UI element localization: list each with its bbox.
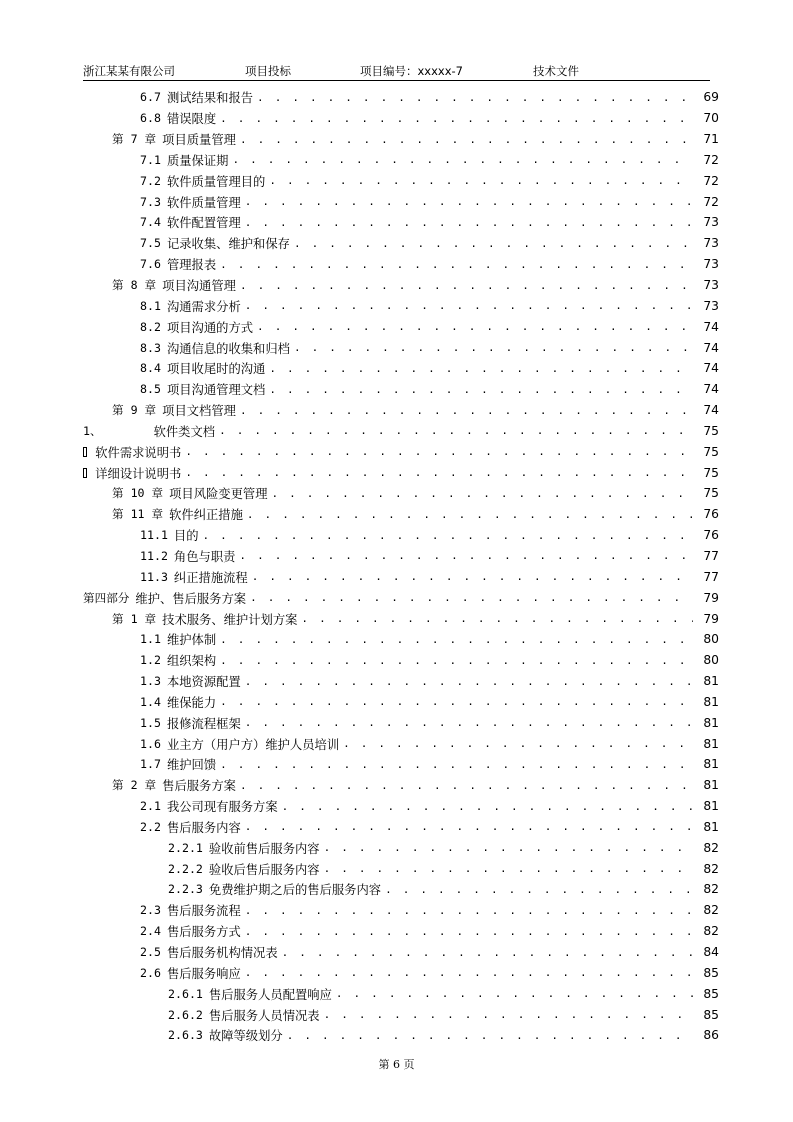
- toc-entry-number: 第 1 章: [112, 611, 157, 626]
- toc-entry-number: 6.8: [140, 111, 161, 126]
- dot-leader: [282, 946, 693, 959]
- toc-entry[interactable]: [83, 337, 719, 358]
- toc-entry-page: 69: [703, 90, 719, 105]
- toc-entry[interactable]: [83, 921, 719, 942]
- toc-entry-title: 软件质量管理目的: [166, 174, 266, 189]
- toc-entry[interactable]: [83, 191, 719, 212]
- dot-leader: [220, 758, 693, 771]
- toc-entry[interactable]: [83, 754, 719, 775]
- toc-entry-title: 项目质量管理: [162, 133, 236, 148]
- dot-leader: [245, 675, 693, 688]
- toc-entry-page: 73: [703, 298, 719, 313]
- toc-entry-page: 82: [703, 924, 719, 939]
- toc-entry-page: 75: [703, 423, 719, 438]
- toc-entry-title: 管理报表: [166, 258, 217, 273]
- dot-leader: [324, 841, 693, 854]
- dot-leader: [294, 341, 693, 354]
- toc-entry-title: 记录收集、维护和保存: [166, 237, 290, 252]
- toc-entry-page: 81: [703, 736, 719, 751]
- dot-leader: [245, 216, 693, 229]
- toc-entry-title: 维护、售后服务方案: [135, 591, 247, 606]
- toc-entry-title: 验收前售后服务内容: [208, 841, 320, 856]
- dot-leader: [287, 1029, 693, 1042]
- dot-leader: [219, 424, 693, 437]
- toc-entry-page: 75: [703, 465, 719, 480]
- toc-entry-title: 软件纠正措施: [169, 508, 243, 523]
- dot-leader: [220, 695, 693, 708]
- toc-entry-number: 7.1: [140, 152, 161, 167]
- toc-entry[interactable]: [83, 87, 719, 108]
- dot-leader: [245, 299, 693, 312]
- toc-entry[interactable]: [83, 817, 719, 838]
- toc-entry-number: 11.3: [140, 569, 168, 584]
- toc-entry[interactable]: [83, 525, 719, 546]
- toc-entry-number: 1.5: [140, 715, 161, 730]
- toc-entry[interactable]: [83, 962, 719, 983]
- toc-entry[interactable]: [83, 129, 719, 150]
- toc-entry-number: 1、: [83, 423, 102, 438]
- toc-entry-title: 角色与职责: [173, 549, 236, 564]
- dot-leader: [269, 174, 693, 187]
- dot-leader: [324, 862, 693, 875]
- toc-entry-title: 软件配置管理: [166, 216, 241, 231]
- toc-entry-page: 85: [703, 986, 719, 1001]
- toc-entry-page: 75: [703, 486, 719, 501]
- toc-entry-page: 73: [703, 278, 719, 293]
- toc-entry[interactable]: [83, 712, 719, 733]
- dot-leader: [240, 133, 693, 146]
- toc-entry-title: 项目沟通管理文档: [166, 383, 266, 398]
- toc-entry-number: 7.4: [140, 215, 161, 230]
- toc-entry-page: 72: [703, 173, 719, 188]
- toc-entry-page: 76: [703, 507, 719, 522]
- toc-entry-title: 目的: [173, 529, 199, 544]
- toc-entry[interactable]: [83, 671, 719, 692]
- toc-entry[interactable]: [83, 441, 719, 462]
- toc-entry-number: 8.3: [140, 340, 161, 355]
- toc-entry[interactable]: [83, 983, 719, 1004]
- toc-entry-title: 软件需求说明书: [95, 445, 182, 460]
- dot-leader: [245, 904, 693, 917]
- toc-entry-page: 81: [703, 819, 719, 834]
- toc-entry-title: 质量保证期: [166, 153, 229, 168]
- dot-leader: [245, 195, 693, 208]
- toc-entry-page: 79: [703, 611, 719, 626]
- toc-entry-title: 本地资源配置: [166, 675, 241, 690]
- toc-entry-number: 1.3: [140, 674, 161, 689]
- dot-leader: [385, 883, 693, 896]
- toc-entry-number: 2.1: [140, 799, 161, 814]
- toc-entry-number: 11.2: [140, 548, 168, 563]
- toc-entry-number: 2.3: [140, 903, 161, 918]
- toc-entry[interactable]: [83, 483, 719, 504]
- toc-entry[interactable]: [83, 400, 719, 421]
- dot-leader: [257, 320, 693, 333]
- dot-leader: [220, 112, 693, 125]
- toc-entry-title: 组织架构: [166, 654, 217, 669]
- toc-entry-title: 项目沟通管理: [162, 279, 236, 294]
- toc-entry-title: 故障等级划分: [208, 1029, 283, 1044]
- toc-entry[interactable]: [83, 275, 719, 296]
- dot-leader: [343, 737, 693, 750]
- toc-entry-page: 85: [703, 965, 719, 980]
- toc-entry-title: 售后服务方式: [166, 925, 241, 940]
- toc-entry-page: 86: [703, 1028, 719, 1043]
- toc-entry-title: 业主方（用户方）维护人员培训: [166, 737, 340, 752]
- toc-entry-number: 8.2: [140, 319, 161, 334]
- toc-entry[interactable]: [83, 108, 719, 129]
- dot-leader: [294, 237, 693, 250]
- toc-entry-page: 73: [703, 257, 719, 272]
- dot-leader: [250, 591, 693, 604]
- toc-entry[interactable]: [83, 462, 719, 483]
- dot-leader: [232, 153, 693, 166]
- toc-entry[interactable]: [83, 733, 719, 754]
- toc-entry-title: 软件类文档: [153, 424, 216, 439]
- dot-leader: [257, 91, 693, 104]
- toc-entry-page: 72: [703, 194, 719, 209]
- toc-entry-number: 11.1: [140, 528, 168, 543]
- toc-entry-page: 82: [703, 861, 719, 876]
- toc-entry-number: 7.2: [140, 173, 161, 188]
- toc-entry-page: 73: [703, 236, 719, 251]
- toc-entry-title: 项目文档管理: [162, 404, 236, 419]
- toc-entry-title: 售后服务响应: [166, 966, 241, 981]
- toc-entry-number: 2.6.3: [168, 1028, 203, 1043]
- toc-entry-number: 第 7 章: [112, 132, 157, 147]
- dot-leader: [301, 612, 693, 625]
- toc-entry[interactable]: [83, 900, 719, 921]
- dot-leader: [220, 633, 693, 646]
- toc-entry-title: 售后服务方案: [162, 779, 236, 794]
- toc-entry-number: 2.6.1: [168, 986, 203, 1001]
- toc-entry-title: 详细设计说明书: [95, 466, 182, 481]
- toc-entry-number: 2.5: [140, 945, 161, 960]
- toc-entry[interactable]: [83, 858, 719, 879]
- toc-entry-title: 维护回馈: [166, 758, 217, 773]
- toc-entry-title: 售后服务人员配置响应: [208, 987, 332, 1002]
- toc-entry-number: 8.4: [140, 361, 161, 376]
- toc-entry-title: 售后服务机构情况表: [166, 946, 278, 961]
- toc-entry[interactable]: [83, 1025, 719, 1046]
- toc-entry[interactable]: [83, 233, 719, 254]
- toc-entry-number: 1.2: [140, 653, 161, 668]
- toc-entry-page: 74: [703, 319, 719, 334]
- dot-leader: [245, 925, 693, 938]
- dot-leader: [245, 966, 693, 979]
- table-of-contents: [83, 87, 719, 1046]
- toc-entry-page: 77: [703, 548, 719, 563]
- toc-entry-number: 第 9 章: [112, 403, 157, 418]
- toc-entry[interactable]: [83, 421, 719, 442]
- toc-entry-title: 售后服务内容: [166, 820, 241, 835]
- header-company: 浙江某某有限公司: [83, 64, 175, 78]
- toc-entry-number: 2.2.2: [168, 861, 203, 876]
- toc-entry[interactable]: [83, 150, 719, 171]
- toc-entry-number: 1.7: [140, 757, 161, 772]
- toc-entry-number: 6.7: [140, 90, 161, 105]
- toc-entry-page: 71: [703, 132, 719, 147]
- dot-leader: [252, 570, 693, 583]
- header-doc-type: 技术文件: [533, 64, 579, 78]
- dot-leader: [239, 549, 693, 562]
- dot-leader: [220, 654, 693, 667]
- toc-entry-title: 项目沟通的方式: [166, 320, 254, 335]
- toc-entry-number: 2.2.1: [168, 840, 203, 855]
- toc-entry-number: 2.2.3: [168, 882, 203, 897]
- toc-entry-number: 第四部分: [83, 590, 130, 605]
- toc-entry[interactable]: [83, 1004, 719, 1025]
- toc-entry-number: 8.5: [140, 382, 161, 397]
- toc-entry-title: 错误限度: [166, 112, 217, 127]
- dot-leader: [324, 1008, 693, 1021]
- toc-entry-number: 第 8 章: [112, 278, 157, 293]
- toc-entry-page: 81: [703, 778, 719, 793]
- toc-entry-page: 74: [703, 403, 719, 418]
- toc-entry-title: 我公司现有服务方案: [166, 800, 278, 815]
- toc-entry-title: 技术服务、维护计划方案: [162, 612, 298, 627]
- toc-entry-page: 74: [703, 382, 719, 397]
- dot-leader: [185, 466, 693, 479]
- toc-entry-number: 1.6: [140, 736, 161, 751]
- toc-entry-title: 维护体制: [166, 633, 217, 648]
- toc-entry-page: 81: [703, 694, 719, 709]
- toc-entry-page: 81: [703, 674, 719, 689]
- toc-entry[interactable]: [83, 316, 719, 337]
- dot-leader: [336, 987, 693, 1000]
- toc-entry-page: 84: [703, 945, 719, 960]
- toc-entry[interactable]: [83, 504, 719, 525]
- dot-leader: [203, 529, 693, 542]
- toc-entry-number: 2.6: [140, 965, 161, 980]
- toc-entry-number: 第 2 章: [112, 778, 157, 793]
- toc-entry-title: 售后服务流程: [166, 904, 241, 919]
- toc-entry-title: 纠正措施流程: [173, 570, 248, 585]
- toc-entry-title: 免费维护期之后的售后服务内容: [208, 883, 382, 898]
- toc-entry[interactable]: [83, 879, 719, 900]
- toc-entry-number: 8.1: [140, 298, 161, 313]
- dot-leader: [247, 508, 693, 521]
- toc-entry-page: 72: [703, 152, 719, 167]
- toc-entry[interactable]: [83, 608, 719, 629]
- toc-entry[interactable]: [83, 379, 719, 400]
- toc-entry-title: 售后服务人员情况表: [208, 1008, 320, 1023]
- toc-entry[interactable]: [83, 566, 719, 587]
- toc-entry[interactable]: [83, 837, 719, 858]
- toc-entry[interactable]: [83, 650, 719, 671]
- toc-entry-number: 2.4: [140, 924, 161, 939]
- toc-entry[interactable]: [83, 295, 719, 316]
- toc-entry-page: 81: [703, 715, 719, 730]
- page-number: 第 6 页: [378, 1058, 415, 1071]
- toc-entry[interactable]: [83, 212, 719, 233]
- dot-leader: [245, 820, 693, 833]
- checkbox-icon: [83, 468, 87, 478]
- toc-entry-number: 2.6.2: [168, 1007, 203, 1022]
- toc-entry[interactable]: [83, 629, 719, 650]
- dot-leader: [185, 445, 693, 458]
- toc-entry-page: 74: [703, 340, 719, 355]
- toc-entry-number: 7.6: [140, 257, 161, 272]
- toc-entry-page: 70: [703, 111, 719, 126]
- toc-entry-page: 73: [703, 215, 719, 230]
- toc-entry-page: 77: [703, 569, 719, 584]
- toc-entry-page: 74: [703, 361, 719, 376]
- dot-leader: [240, 779, 693, 792]
- toc-entry[interactable]: [83, 170, 719, 191]
- toc-entry[interactable]: [83, 358, 719, 379]
- toc-entry[interactable]: [83, 942, 719, 963]
- toc-entry-page: 82: [703, 882, 719, 897]
- toc-entry-title: 沟通需求分析: [166, 299, 241, 314]
- toc-entry-title: 报修流程框架: [166, 716, 241, 731]
- dot-leader: [272, 487, 694, 500]
- toc-entry[interactable]: [83, 587, 719, 608]
- toc-entry-title: 软件质量管理: [166, 195, 241, 210]
- toc-entry-number: 1.1: [140, 632, 161, 647]
- toc-entry[interactable]: [83, 691, 719, 712]
- toc-entry-number: 1.4: [140, 694, 161, 709]
- toc-entry-page: 80: [703, 653, 719, 668]
- toc-entry-title: 沟通信息的收集和归档: [166, 341, 290, 356]
- toc-entry-number: 第 11 章: [112, 507, 164, 522]
- toc-entry[interactable]: [83, 775, 719, 796]
- toc-entry-page: 82: [703, 840, 719, 855]
- toc-entry-number: 2.2: [140, 819, 161, 834]
- toc-entry-title: 项目收尾时的沟通: [166, 362, 266, 377]
- toc-entry-page: 82: [703, 903, 719, 918]
- dot-leader: [269, 383, 693, 396]
- dot-leader: [282, 800, 693, 813]
- toc-entry-title: 验收后售后服务内容: [208, 862, 320, 877]
- header-project-number: 项目编号：xxxxx-7: [360, 64, 463, 78]
- toc-entry-page: 79: [703, 590, 719, 605]
- toc-entry-page: 76: [703, 528, 719, 543]
- toc-entry-page: 81: [703, 799, 719, 814]
- dot-leader: [245, 716, 693, 729]
- toc-entry-title: 维保能力: [166, 695, 217, 710]
- toc-entry-number: 第 10 章: [112, 486, 164, 501]
- toc-entry[interactable]: [83, 796, 719, 817]
- header-project: 项目投标: [245, 64, 291, 78]
- toc-entry[interactable]: [83, 546, 719, 567]
- toc-entry-page: 80: [703, 632, 719, 647]
- dot-leader: [240, 404, 693, 417]
- toc-entry-title: 测试结果和报告: [166, 91, 254, 106]
- dot-leader: [269, 362, 693, 375]
- toc-entry-page: 81: [703, 757, 719, 772]
- page-header: [83, 62, 710, 81]
- dot-leader: [240, 279, 693, 292]
- toc-entry[interactable]: [83, 254, 719, 275]
- toc-entry-number: 7.5: [140, 236, 161, 251]
- checkbox-icon: [83, 447, 87, 457]
- toc-entry-page: 75: [703, 444, 719, 459]
- dot-leader: [220, 258, 693, 271]
- toc-entry-number: 7.3: [140, 194, 161, 209]
- toc-entry-page: 85: [703, 1007, 719, 1022]
- toc-entry-title: 项目风险变更管理: [169, 487, 268, 502]
